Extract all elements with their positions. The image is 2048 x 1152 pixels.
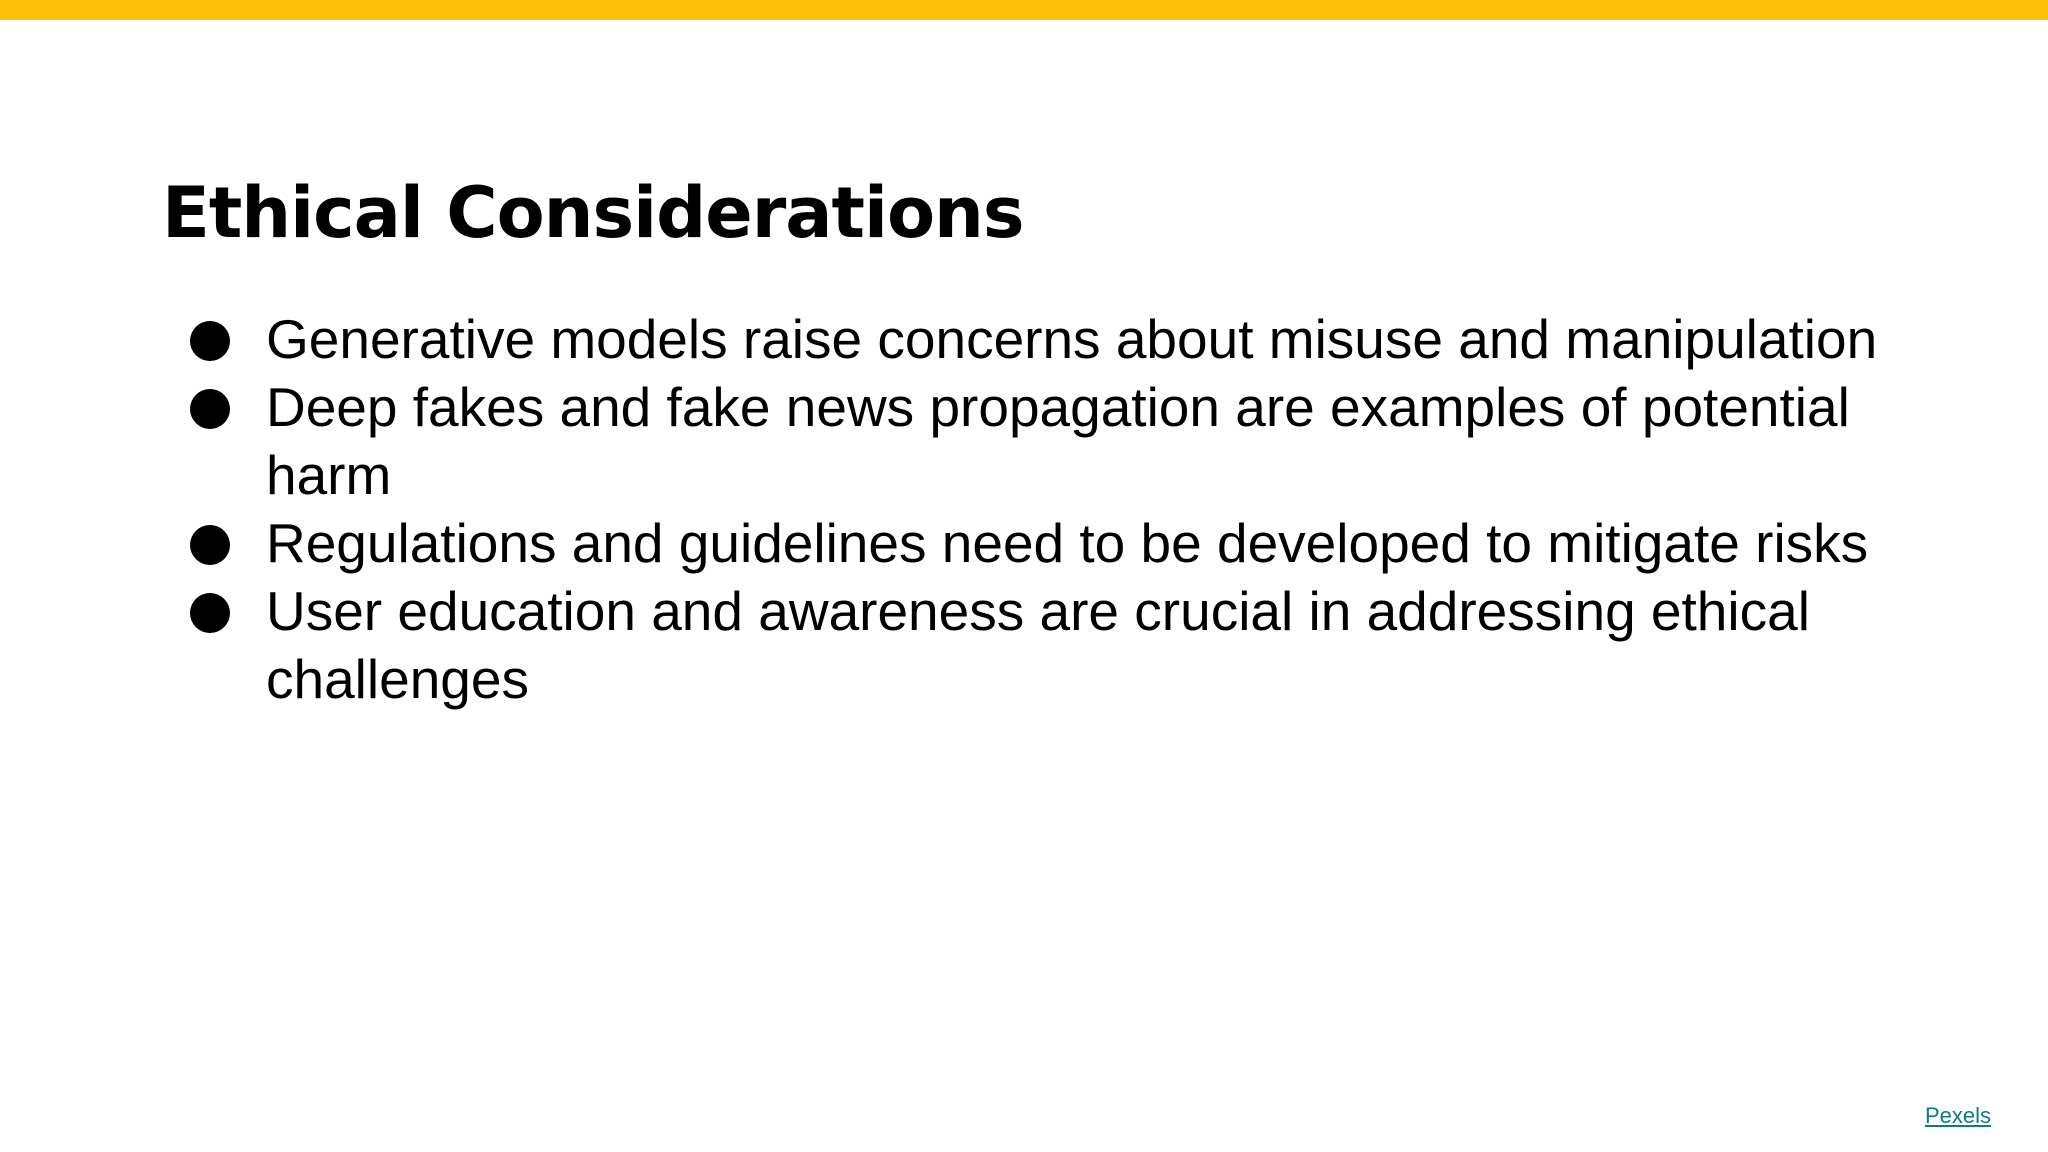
bullet-item [188,305,1908,373]
bullet-dot-icon [190,389,230,429]
bullet-text: Generative models raise concerns about misuse and manipulation [266,308,1878,370]
bullet-dot-icon [190,593,230,633]
slide-title: Ethical Considerations [162,172,1024,254]
bullet-dot-icon [190,525,230,565]
pexels-source-link[interactable]: Pexels [1924,1103,1991,1128]
top-accent-bar [0,0,2048,20]
bullet-text: User education and awareness are crucial in addressing ethical challenges [266,580,1810,710]
bullet-text: Regulations and guidelines need to be developed to mitigate risks [266,512,1869,574]
bullet-item [188,509,1908,577]
bullet-list [188,305,1908,713]
bullet-dot-icon [190,321,230,361]
bullet-text: Deep fakes and fake news propagation are examples of potential harm [266,376,1850,506]
bullet-item [188,577,1908,713]
bullet-item [188,373,1908,509]
